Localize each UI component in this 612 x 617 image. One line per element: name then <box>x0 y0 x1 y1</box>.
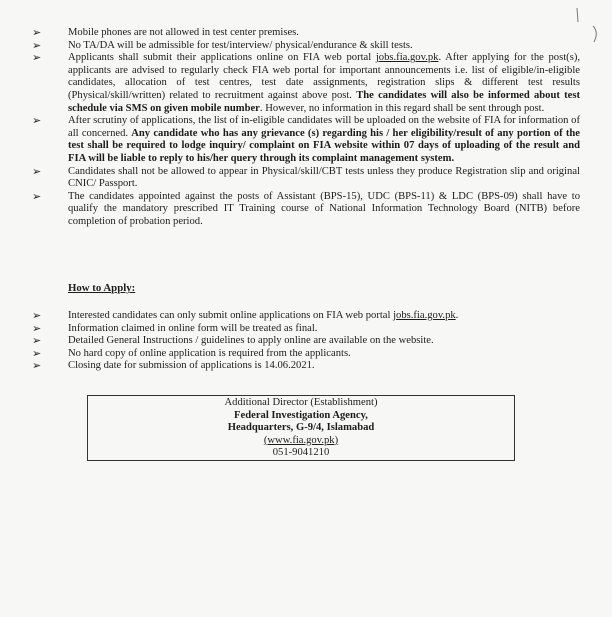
agency-website-link[interactable]: (www.fia.gov.pk) <box>263 434 339 446</box>
signature-box <box>87 395 515 461</box>
arrow-bullet-icon: ➢ <box>32 164 42 178</box>
list-item <box>32 360 552 373</box>
arrow-bullet-icon: ➢ <box>32 309 42 322</box>
instruction-text: After scrutiny of applications, the list of in-eligible candidates will be uploaded on the website of FIA for information of all concerned. <box>68 115 580 139</box>
fia-portal-link[interactable]: jobs.fia.gov.pk <box>375 52 439 64</box>
list-item <box>32 52 580 115</box>
instruction-text: Applicants shall submit their applications online on FIA web portal <box>68 52 376 64</box>
list-item <box>32 166 580 191</box>
agency-address: Headquarters, G-9/4, Islamabad <box>227 422 375 434</box>
instruction-text: Mobile phones are not allowed in test center premises. <box>68 27 299 38</box>
list-item <box>32 27 580 40</box>
arrow-bullet-icon: ➢ <box>32 51 42 65</box>
instruction-text: . However, no information in this regard shall be sent through post. <box>259 102 545 114</box>
arrow-bullet-icon: ➢ <box>32 38 42 52</box>
instruction-text: Candidates shall not be allowed to appear in Physical/skill/CBT tests unless they produce Registration slip and original CNIC/ Passport. <box>68 165 580 190</box>
list-item <box>32 323 552 336</box>
arrow-bullet-icon: ➢ <box>32 346 42 360</box>
apply-text: Information claimed in online form will be treated as final. <box>68 322 318 334</box>
pen-mark-icon <box>573 6 603 46</box>
apply-text: Detailed General Instructions / guidelines to apply online are available on the website. <box>68 335 434 347</box>
how-to-apply-list <box>32 310 552 373</box>
instruction-text: No TA/DA will be admissible for test/interview/ physical/endurance & skill tests. <box>68 39 413 51</box>
signatory-title: Additional Director (Establishment) <box>224 397 378 408</box>
arrow-bullet-icon: ➢ <box>32 321 42 335</box>
list-item <box>32 335 552 348</box>
grievance-notice-text: Any candidate who has any grievance (s) regarding his / her eligibility/result of any portion of the test shall be required to lodge inquiry/ complaint on FIA website within 07 days of uploading of the result and FIA will be liable to reply to his/her query through its complaint management system. <box>68 127 580 164</box>
list-item <box>32 348 552 361</box>
apply-text: . <box>455 310 459 321</box>
agency-phone: 051-9041210 <box>272 447 330 459</box>
instructions-list <box>32 27 580 229</box>
apply-text: Closing date for submission of applications is 14.06.2021. <box>68 360 315 372</box>
list-item <box>32 115 580 165</box>
apply-text: Interested candidates can only submit online applications on FIA web portal <box>68 310 394 321</box>
list-item <box>32 310 552 323</box>
arrow-bullet-icon: ➢ <box>32 26 42 39</box>
arrow-bullet-icon: ➢ <box>32 334 42 348</box>
arrow-bullet-icon: ➢ <box>32 189 42 203</box>
apply-text: No hard copy of online application is required from the applicants. <box>68 347 351 359</box>
how-to-apply-heading: How to Apply: <box>68 282 136 294</box>
instruction-text: The candidates appointed against the posts of Assistant (BPS-15), UDC (BPS-11) & LDC (BPS-09) shall have to qualify the mandatory prescribed IT Training course of National Information Technology Board (NITB) before completion of probation period. <box>68 190 580 227</box>
instruction-text: . After applying for the post(s), applicants are advised to regularly check FIA web portal for important announcements i.e. list of eligible/in-eligible candidates, allocation of test centres, test date assignments, registration slips & different test results (Physical/skill/written) related to recruitment against above post. <box>68 52 580 101</box>
fia-portal-link[interactable]: jobs.fia.gov.pk <box>393 310 456 321</box>
agency-name: Federal Investigation Agency, <box>234 409 368 421</box>
list-item <box>32 40 580 53</box>
list-item <box>32 191 580 229</box>
sms-notice-text: The candidates will also be informed about test schedule via SMS on given mobile number <box>68 89 580 114</box>
arrow-bullet-icon: ➢ <box>32 114 42 128</box>
arrow-bullet-icon: ➢ <box>32 359 42 373</box>
